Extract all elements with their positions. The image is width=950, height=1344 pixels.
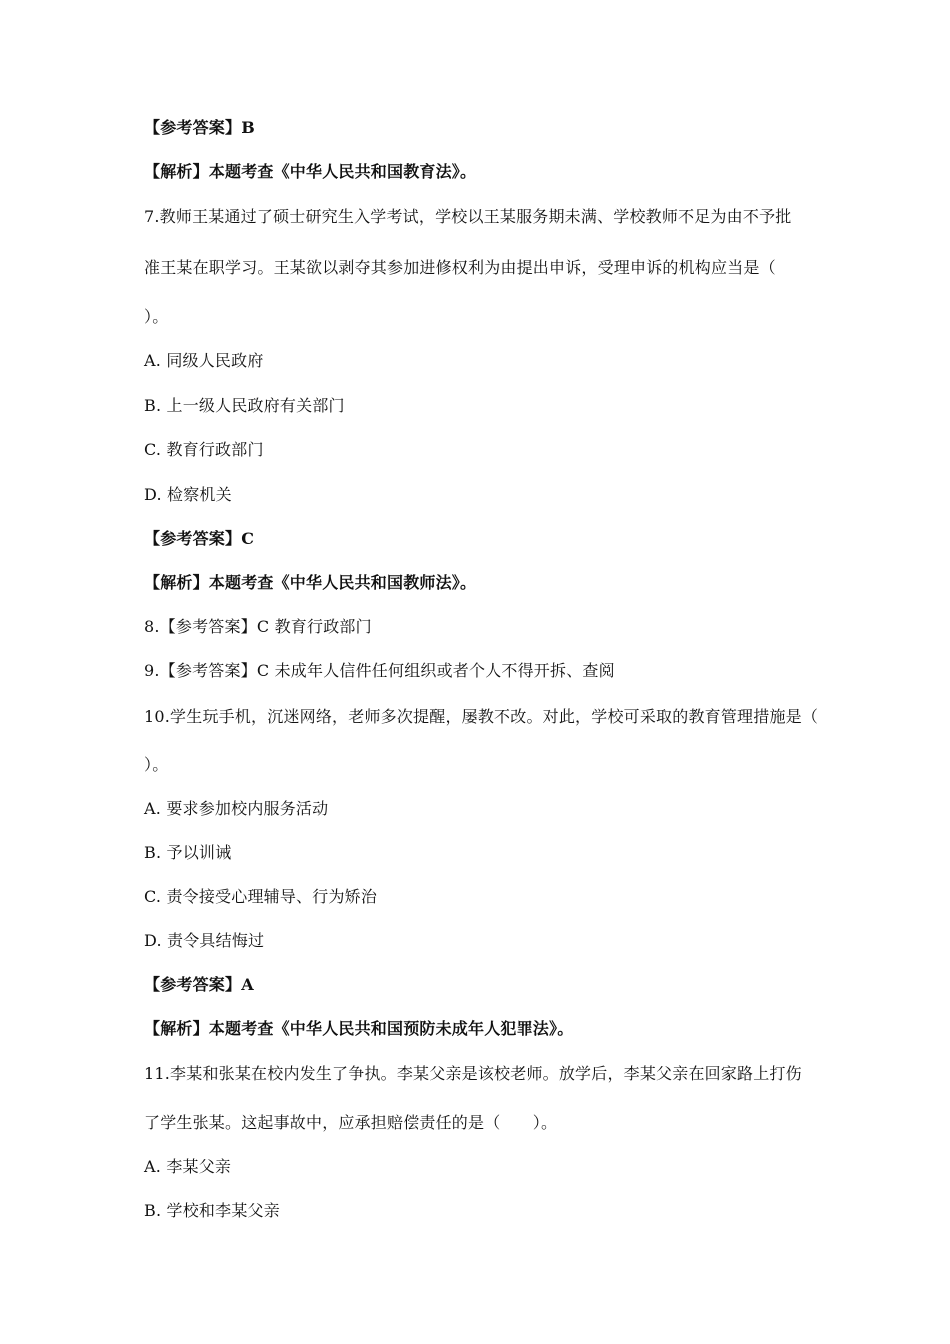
question-11-option-a: A. 李某父亲 xyxy=(144,1157,232,1176)
question-7-line-2: 准王某在职学习。王某欲以剥夺其参加进修权利为由提出申诉，受理申诉的机构应当是（ xyxy=(144,258,776,277)
question-7-option-d: D. 检察机关 xyxy=(144,485,232,504)
question-7-line-3: ）。 xyxy=(144,307,169,326)
answer-line: 【参考答案】B xyxy=(144,118,255,137)
question-10-line-1: 10.学生玩手机，沉迷网络，老师多次提醒，屡教不改。对此，学校可采取的教育管理措施是（ xyxy=(144,707,819,726)
question-11-option-b: B. 学校和李某父亲 xyxy=(144,1201,280,1220)
question-10-line-2: ）。 xyxy=(144,755,169,774)
question-8-answer: 8.【参考答案】C 教育行政部门 xyxy=(144,617,372,636)
question-10-analysis: 【解析】本题考查《中华人民共和国预防未成年人犯罪法》。 xyxy=(144,1019,574,1038)
question-7-option-c: C. 教育行政部门 xyxy=(144,440,264,459)
question-10-answer: 【参考答案】A xyxy=(144,975,254,994)
question-7-option-b: B. 上一级人民政府有关部门 xyxy=(144,396,345,415)
question-11-line-1: 11.李某和张某在校内发生了争执。李某父亲是该校老师。放学后，李某父亲在回家路上打伤 xyxy=(144,1064,802,1083)
question-10-option-c: C. 责令接受心理辅导、行为矫治 xyxy=(144,887,378,906)
analysis-line: 【解析】本题考查《中华人民共和国教育法》。 xyxy=(144,162,477,181)
question-10-option-b: B. 予以训诫 xyxy=(144,843,232,862)
question-9-answer: 9.【参考答案】C 未成年人信件任何组织或者个人不得开拆、查阅 xyxy=(144,661,615,680)
question-11-line-2: 了学生张某。这起事故中，应承担赔偿责任的是（ ）。 xyxy=(144,1113,558,1132)
question-7-option-a: A. 同级人民政府 xyxy=(144,351,264,370)
question-10-option-a: A. 要求参加校内服务活动 xyxy=(144,799,329,818)
question-10-option-d: D. 责令具结悔过 xyxy=(144,931,265,950)
question-7-analysis: 【解析】本题考查《中华人民共和国教师法》。 xyxy=(144,573,477,592)
question-7-line-1: 7.教师王某通过了硕士研究生入学考试，学校以王某服务期未满、学校教师不足为由不予批 xyxy=(144,207,792,226)
question-7-answer: 【参考答案】C xyxy=(144,529,255,548)
